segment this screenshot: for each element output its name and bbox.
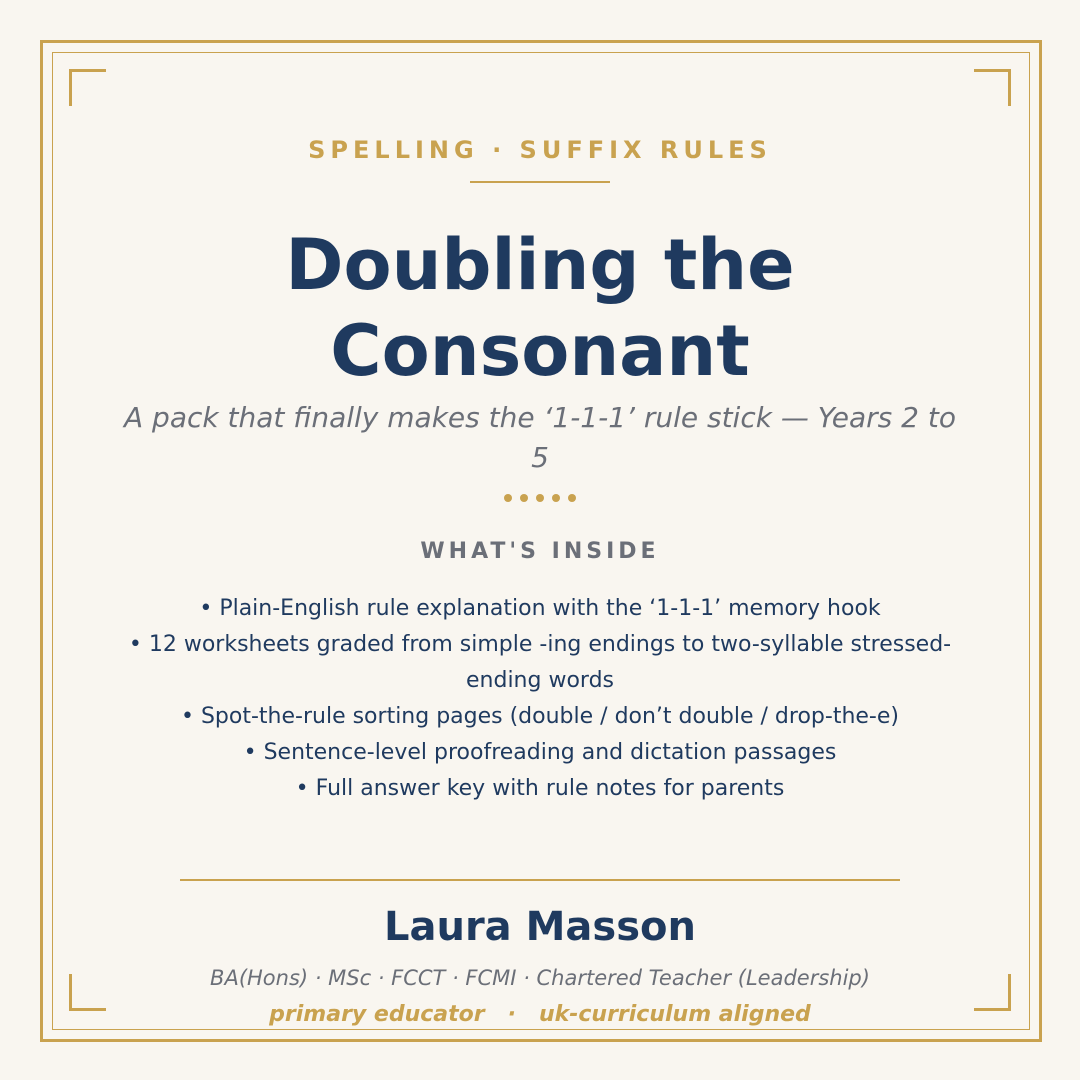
author-divider [180,879,900,881]
whats-inside-heading: WHAT'S INSIDE [420,539,660,564]
dot-divider [0,487,1080,501]
title-line-2: Consonant [330,310,750,392]
feature-list [120,591,960,807]
author-credentials: BA(Hons) · MSc · FCCT · FCMI · Chartered Teacher (Leadership) [210,966,870,990]
category-label: SPELLING · SUFFIX RULES [308,136,772,164]
dot-icon [536,494,544,502]
page-title [0,222,1080,394]
feature-item: • 12 worksheets graded from simple -ing endings to two-syllable stressed-ending words [128,632,952,693]
subtitle: A pack that finally makes the ‘1-1-1’ rule stick — Years 2 to 5 [123,401,956,474]
dot-icon [552,494,560,502]
dot-icon [568,494,576,502]
dot-icon [504,494,512,502]
author-name: Laura Masson [384,904,696,950]
feature-item: • Sentence-level proofreading and dictation passages [243,740,837,765]
dot-icon [520,494,528,502]
feature-item: • Plain-English rule explanation with the ‘1-1-1’ memory hook [199,596,881,621]
title-line-1: Doubling the [285,224,795,306]
category-divider [470,181,610,183]
author-tagline: primary educator · uk-curriculum aligned [269,1002,811,1027]
feature-item: • Full answer key with rule notes for parents [295,776,785,801]
feature-item: • Spot-the-rule sorting pages (double / don’t double / drop-the-e) [181,704,899,729]
